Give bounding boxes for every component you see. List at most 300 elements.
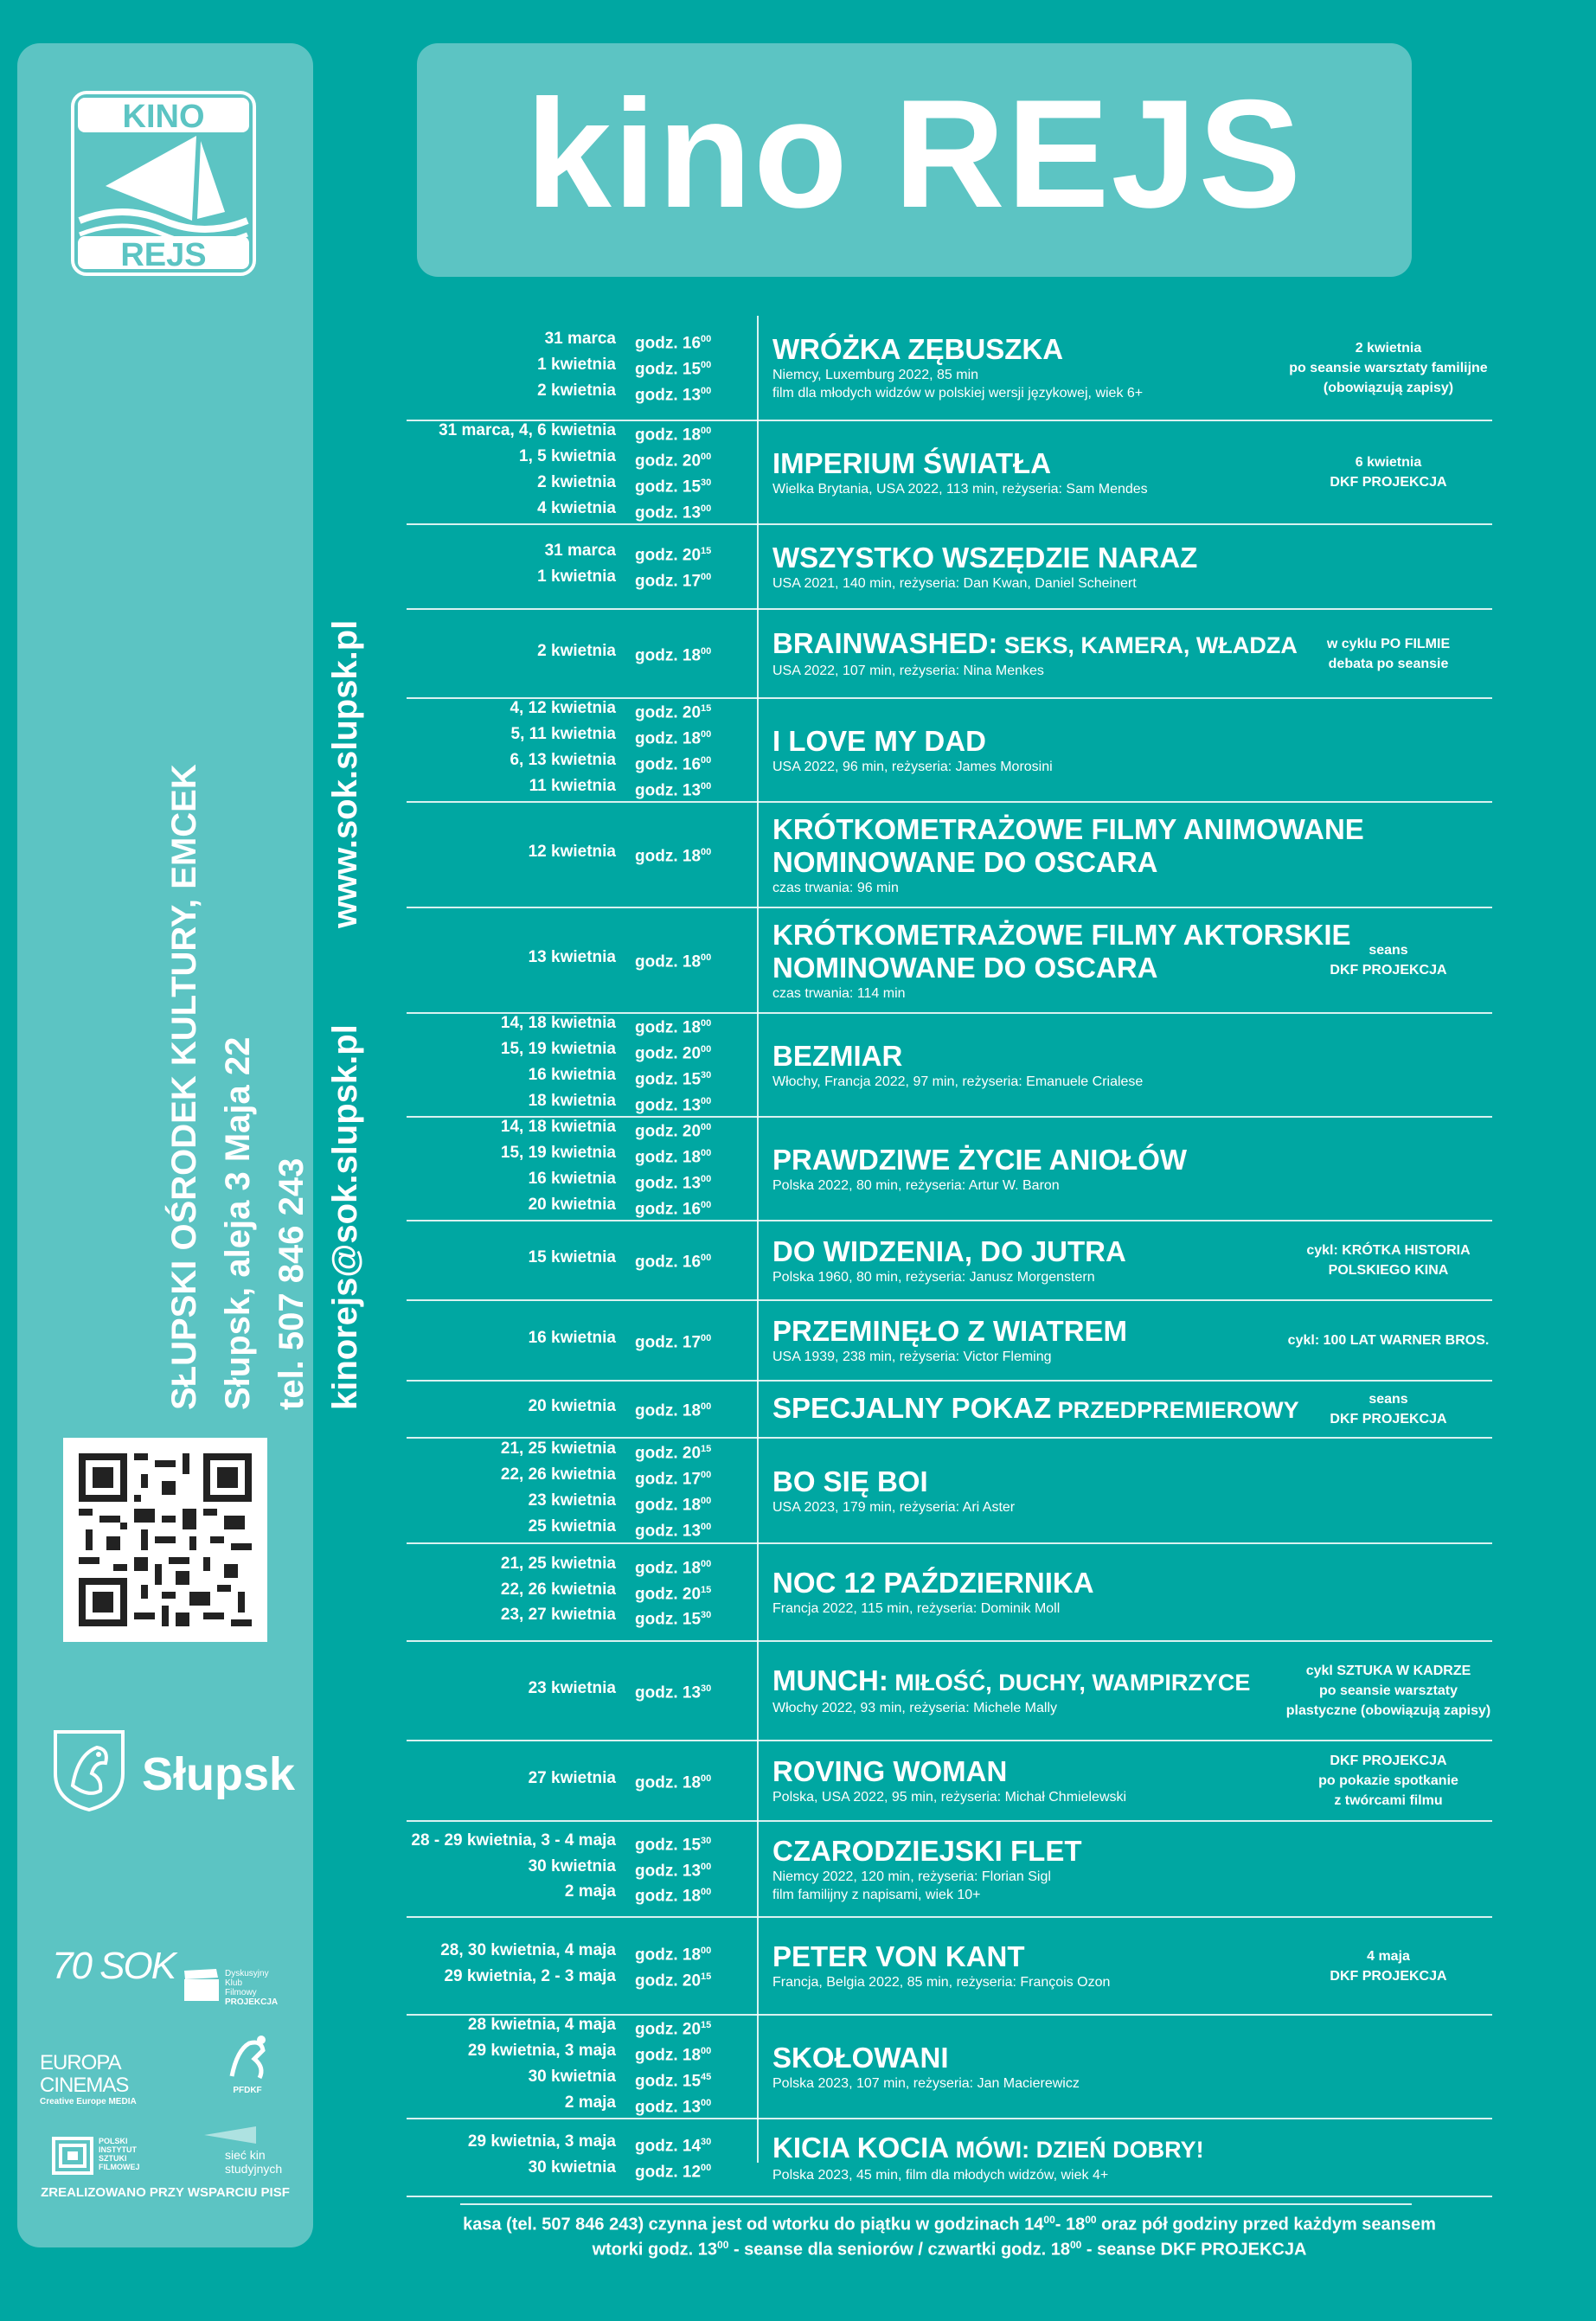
screening-time [616,698,724,724]
screening-date [411,1882,724,1907]
film-row [407,1118,1492,1221]
time-hour: 13 [682,1174,702,1193]
film-title [772,333,1309,366]
screening-note: DKF PROJEKCJA po pokazie spotkanie z twórcami filmu [1318,1754,1458,1808]
screening-day: 27 kwietnia [528,1768,616,1787]
time-prefix: godz. [635,1584,678,1603]
city-name: Słupsk [142,1748,296,1800]
time-hour: 13 [682,2098,702,2117]
box-office-hours [407,2214,1492,2235]
screening-dates [468,2119,724,2196]
time-minutes: 00 [701,1148,712,1159]
screening-time [616,641,724,667]
dkf-line-2: Klub [225,1978,243,1988]
time-prefix: godz. [635,1044,678,1063]
time-hour: 18 [682,952,702,971]
screening-date [501,1465,724,1491]
special-text-a: wtorki godz. 13 [592,2240,718,2260]
screening-time [616,1328,724,1354]
film-title [772,1235,1309,1268]
film-row [407,525,1492,610]
time-prefix: godz. [635,2020,678,2039]
time-minutes: 00 [701,1401,712,1413]
time-prefix: godz. [635,847,678,866]
film-title-sub: MIŁOŚĆ, DUCHY, WAMPIRZYCE [888,1670,1251,1696]
time-prefix: godz. [635,572,678,591]
screening-day: 22, 26 kwietnia [500,1465,616,1484]
time-hour: 16 [682,1253,702,1272]
film-title-sub: SEKS, KAMERA, WŁADZA [997,632,1298,658]
special-text-c: - seanse DKF PROJEKCJA [1081,2240,1307,2260]
film-meta: film familijny z napisami, wiek 10+ [772,1887,981,1902]
pisf-line-1: POLSKI [99,2137,128,2145]
screening-day: 5, 11 kwietnia [510,725,616,744]
box-office-sup-1: 00 [1043,2214,1055,2226]
film-row [407,316,1492,421]
time-minutes: 00 [701,1095,712,1106]
special-sup-1: 00 [717,2239,729,2251]
time-hour: 15 [682,360,702,379]
film-row [407,421,1492,525]
screening-time [616,1678,724,1704]
time-minutes: 00 [701,426,712,437]
film-meta: USA 2021, 140 min, reżyseria: Dan Kwan, Daniel Scheinert [772,575,1137,591]
film-meta: USA 2022, 107 min, reżyseria: Nina Menkes [772,664,1044,678]
screening-day: 28 - 29 kwietnia, 3 - 4 maja [411,1831,616,1850]
institution-name: SŁUPSKI OŚRODEK KULTURY, EMCEK [165,764,203,1410]
time-prefix: godz. [635,781,678,800]
time-hour: 20 [682,2020,702,2039]
time-hour: 16 [682,755,702,774]
time-prefix: godz. [635,703,678,722]
screening-date [501,1091,724,1117]
box-office-sup-2: 00 [1085,2214,1097,2226]
time-hour: 17 [682,1470,702,1489]
screening-time [616,472,724,498]
screening-dates [529,803,724,907]
screening-time [616,2132,724,2158]
screening-time [616,446,724,472]
time-hour: 18 [682,2046,702,2065]
screening-day: 23, 27 kwietnia [500,1606,616,1625]
film-meta: Niemcy, Luxemburg 2022, 85 min [772,368,979,382]
time-minutes: 00 [701,572,712,582]
time-hour: 20 [682,1122,702,1141]
address: Słupsk, aleja 3 Maja 22 [219,1036,257,1410]
screening-day: 30 kwietnia [528,2068,616,2086]
screening-day: 2 maja [564,1882,616,1901]
screening-time [616,750,724,776]
film-title [772,627,1309,662]
time-minutes: 00 [701,645,712,657]
time-hour: 14 [682,2137,702,2156]
time-minutes: 00 [701,334,712,345]
qr-code[interactable] [63,1438,267,1642]
screening-date [501,1195,724,1221]
time-hour: 15 [682,2072,702,2091]
screening-date [439,420,724,446]
screening-day: 13 kwietnia [528,948,616,967]
clapperboard-icon [183,1969,220,2002]
film-title-sub: MÓWI: DZIEŃ DOBRY! [949,2136,1204,2163]
time-minutes: 15 [701,703,712,715]
time-prefix: godz. [635,952,678,971]
film-meta: Polska 2023, 45 min, film dla młodych widzów, wiek 4+ [772,2167,1109,2183]
screening-dates [440,1918,724,2014]
film-figure-icon [223,2033,272,2081]
screening-day: 30 kwietnia [528,2158,616,2177]
time-hour: 18 [682,1148,702,1167]
time-prefix: godz. [635,1018,678,1037]
pisf-icon [52,2137,93,2175]
screening-day: 29 kwietnia, 3 maja [467,2042,616,2061]
time-hour: 20 [682,1584,702,1603]
film-title [772,1664,1309,1699]
pisf-line-2: INSTYTUT [99,2145,137,2154]
screening-day: 21, 25 kwietnia [500,1439,616,1459]
screening-dates [529,1741,724,1820]
time-minutes: 30 [701,1835,712,1846]
film-info [772,1118,1309,1220]
time-prefix: godz. [635,1070,678,1089]
sidebar [17,43,364,2247]
time-prefix: godz. [635,1470,678,1489]
time-prefix: godz. [635,1332,678,1351]
qr-code-icon [79,1453,252,1626]
pisf-logo [52,2137,182,2175]
screening-day: 12 kwietnia [528,843,616,862]
screening-time [616,947,724,973]
screening-time [616,1013,724,1039]
film-title-main: WSZYSTKO WSZĘDZIE NARAZ [772,541,1198,574]
screening-time [616,776,724,802]
dkf-projekcja-logo [183,1969,304,2007]
footer-divider [460,2203,1412,2205]
film-title-line-2: NOMINOWANE DO OSCARA [772,951,1158,984]
film-title [772,725,1309,758]
time-minutes: 00 [701,1199,712,1210]
film-meta: Włochy, Francja 2022, 97 min, reżyseria: Emanuele Crialese [772,1074,1144,1089]
film-meta: Polska 2022, 80 min, reżyseria: Artur W. Baron [772,1177,1060,1193]
screening-date [501,1580,724,1606]
time-prefix: godz. [635,729,678,748]
screening-note: 4 maja DKF PROJEKCJA [1330,1948,1447,1984]
film-title [772,2042,1309,2074]
screening-date [501,1065,724,1091]
screening-time [616,1966,724,1992]
film-meta: Francja, Belgia 2022, 85 min, reżyseria: François Ozon [772,1975,1111,1990]
film-meta: Wielka Brytania, USA 2022, 113 min, reżyseria: Sam Mendes [772,481,1148,497]
screening-date [529,1247,724,1273]
time-prefix: godz. [635,1836,678,1855]
screening-day: 11 kwietnia [529,776,616,795]
time-minutes: 00 [701,2046,712,2057]
screening-note: 2 kwietnia po seansie warsztaty familijne (obowiązują zapisy) [1289,340,1488,395]
time-hour: 18 [682,1887,702,1906]
time-minutes: 15 [701,2020,712,2031]
screening-day: 16 kwietnia [528,1170,616,1188]
film-title-main: IMPERIUM ŚWIATŁA [772,446,1052,479]
time-minutes: 00 [701,1887,712,1898]
screening-time [616,1117,724,1143]
time-hour: 18 [682,1018,702,1037]
screening-date [537,541,724,567]
time-minutes: 30 [701,1610,712,1621]
time-minutes: 00 [701,847,712,858]
title-banner [417,43,1412,277]
time-minutes: 30 [701,2137,712,2148]
sok-70-logo [52,1945,182,2005]
time-prefix: godz. [635,386,678,405]
film-info [772,1741,1309,1820]
film-title [772,2132,1309,2166]
film-title [772,1040,1309,1073]
film-row [407,1918,1492,2016]
film-info [772,1918,1309,2014]
screening-date [529,1328,724,1354]
film-meta: Polska, USA 2022, 95 min, reżyseria: Michał Chmielewski [772,1790,1127,1805]
time-prefix: godz. [635,546,678,565]
film-info [772,1014,1309,1116]
screening-time [616,2093,724,2119]
time-prefix: godz. [635,426,678,445]
screening-date [537,329,724,355]
screening-date [501,1516,724,1542]
film-info [772,1822,1309,1916]
screening-time [616,1554,724,1580]
screening-time [616,498,724,524]
time-minutes: 00 [701,729,712,741]
time-prefix: godz. [635,2137,678,2156]
screening-dates [537,610,724,697]
film-info [772,2119,1309,2196]
film-title-main: BEZMIAR [772,1039,903,1072]
time-minutes: 00 [701,1521,712,1532]
screening-date [501,1491,724,1516]
film-info [772,525,1309,608]
film-title [772,542,1309,574]
time-hour: 17 [682,1332,702,1351]
projector-beam-icon [204,2126,256,2144]
film-info [772,1544,1309,1640]
time-hour: 18 [682,1559,702,1578]
time-prefix: godz. [635,1174,678,1193]
time-minutes: 00 [701,1496,712,1506]
svg-text:KINO: KINO [122,99,205,135]
screening-time [616,2015,724,2041]
screening-time [616,381,724,407]
screening-time [616,1039,724,1065]
film-title-main: BRAINWASHED: [772,627,998,659]
time-hour: 18 [682,1773,702,1792]
film-info [772,1642,1309,1740]
screening-day: 21, 25 kwietnia [500,1554,616,1573]
screening-time [616,1195,724,1221]
time-prefix: godz. [635,1683,678,1702]
siec-line-1: sieć kin [225,2148,266,2162]
screening-note: w cyklu PO FILMIE debata po seansie [1326,636,1451,671]
screening-time [616,1091,724,1117]
film-title-sub: PRZEDPREMIEROWY [1051,1397,1299,1423]
time-minutes: 45 [701,2072,712,2082]
time-prefix: godz. [635,452,678,471]
screening-day: 28 kwietnia, 4 maja [467,2016,616,2035]
screening-dates [510,699,724,801]
time-hour: 17 [682,572,702,591]
screening-time [616,1882,724,1907]
screening-time [616,1065,724,1091]
film-meta: Polska 2023, 107 min, reżyseria: Jan Macierewicz [772,2075,1080,2091]
screening-time [616,1247,724,1273]
special-screenings [407,2239,1492,2260]
time-prefix: godz. [635,1200,678,1219]
time-prefix: godz. [635,1401,678,1420]
time-prefix: godz. [635,2098,678,2117]
box-office-text-c: oraz pół godziny przed każdym seansem [1096,2215,1436,2234]
screening-time [616,1940,724,1966]
screening-date [510,724,724,750]
screening-date [529,1396,724,1422]
pfdkf-text: PFDKF [233,2086,262,2095]
screening-time [616,1396,724,1422]
screening-time [616,1516,724,1542]
film-meta: Włochy 2022, 93 min, reżyseria: Michele Mally [772,1701,1058,1715]
time-hour: 15 [682,1836,702,1855]
time-prefix: godz. [635,1861,678,1880]
screening-day: 23 kwietnia [528,1491,616,1510]
screening-dates [439,421,724,523]
screening-time [616,2158,724,2183]
screening-time [616,1831,724,1856]
film-title-main: SKOŁOWANI [772,2041,949,2074]
screening-time [616,842,724,868]
screening-date [529,1768,724,1794]
screening-day: 15 kwietnia [528,1248,616,1267]
time-minutes: 15 [701,546,712,557]
film-title [772,1835,1309,1868]
time-hour: 20 [682,1971,702,1990]
screening-dates [411,1822,724,1916]
screening-day: 4, 12 kwietnia [510,699,616,718]
time-minutes: 00 [701,1558,712,1569]
screening-time [616,355,724,381]
screening-date [537,381,724,407]
screening-day: 18 kwietnia [528,1091,616,1110]
siec-kin-studyjnych-logo [204,2126,291,2176]
screening-date [537,567,724,593]
screening-dates [501,1439,724,1542]
time-hour: 16 [682,334,702,353]
film-row [407,699,1492,803]
film-meta: Polska 1960, 80 min, reżyseria: Janusz Morgenstern [772,1269,1095,1285]
film-meta: USA 2022, 96 min, reżyseria: James Morosini [772,759,1053,774]
box-office-text-b: - 18 [1054,2215,1086,2234]
film-meta: Niemcy 2022, 120 min, reżyseria: Florian Sigl [772,1869,1051,1884]
time-prefix: godz. [635,503,678,523]
screening-note: seans DKF PROJEKCJA [1330,943,1447,978]
screening-date [468,2158,724,2183]
time-prefix: godz. [635,1253,678,1272]
screening-date [510,750,724,776]
screening-note: cykl: 100 LAT WARNER BROS. [1287,1333,1490,1348]
film-row [407,1221,1492,1301]
film-title-main: KICIA KOCIA [772,2131,950,2164]
screening-time [616,1856,724,1882]
screening-date [468,2041,724,2067]
screening-time [616,2067,724,2093]
film-title-main: WRÓŻKA ZĘBUSZKA [772,333,1064,365]
film-meta: film dla młodych widzów w polskiej wersji językowej, wiek 6+ [772,386,1144,401]
film-title-line-2: NOMINOWANE DO OSCARA [772,845,1158,878]
screening-time [616,329,724,355]
film-title [772,1567,1309,1600]
time-prefix: godz. [635,1971,678,1990]
film-row [407,1544,1492,1642]
time-hour: 13 [682,1522,702,1541]
film-title [772,1755,1309,1788]
film-title [772,1465,1309,1498]
film-title-main: I LOVE MY DAD [772,724,986,757]
time-hour: 18 [682,1946,702,1964]
screening-date [468,2132,724,2158]
time-hour: 20 [682,1044,702,1063]
screening-time [616,420,724,446]
email-and-website[interactable]: kinorejs@sok.slupsk.pl www.sok.slupsk.pl [326,619,364,1410]
time-hour: 20 [682,546,702,565]
time-prefix: godz. [635,1496,678,1515]
time-minutes: 00 [701,1773,712,1784]
screening-date [529,947,724,973]
screening-dates [537,525,724,608]
film-title [772,1144,1309,1177]
screening-time [616,724,724,750]
screening-time [616,1768,724,1794]
film-info [772,316,1309,420]
screening-time [616,1439,724,1465]
film-row [407,610,1492,699]
special-text-b: - seanse dla seniorów / czwartki godz. 18 [728,2240,1070,2260]
film-meta: USA 2023, 179 min, reżyseria: Ari Aster [772,1499,1016,1515]
screening-time [616,1580,724,1606]
film-title-main: BO SIĘ BOI [772,1465,928,1497]
time-prefix: godz. [635,360,678,379]
film-title-main: SPECJALNY POKAZ [772,1392,1052,1424]
time-minutes: 00 [701,1861,712,1872]
time-prefix: godz. [635,1096,678,1115]
screening-day: 16 kwietnia [528,1328,616,1347]
time-hour: 15 [682,478,702,497]
screening-day: 2 kwietnia [537,641,616,660]
time-prefix: godz. [635,2072,678,2091]
film-info [772,699,1309,801]
film-title-main: KRÓTKOMETRAŻOWE FILMY AKTORSKIE [772,918,1351,951]
screening-day: 31 marca [544,330,616,349]
screening-date [501,1143,724,1169]
time-hour: 13 [682,1683,702,1702]
film-title-main: ROVING WOMAN [772,1755,1008,1787]
time-minutes: 00 [701,1332,712,1343]
screening-day: 2 maja [564,2093,616,2112]
time-minutes: 00 [701,952,712,964]
time-minutes: 00 [701,2097,712,2108]
time-hour: 12 [682,2163,702,2182]
screening-dates [537,316,724,420]
screening-date [529,1678,724,1704]
film-info [772,1439,1309,1542]
time-hour: 13 [682,1096,702,1115]
time-minutes: 00 [701,755,712,766]
time-minutes: 00 [701,1044,712,1055]
